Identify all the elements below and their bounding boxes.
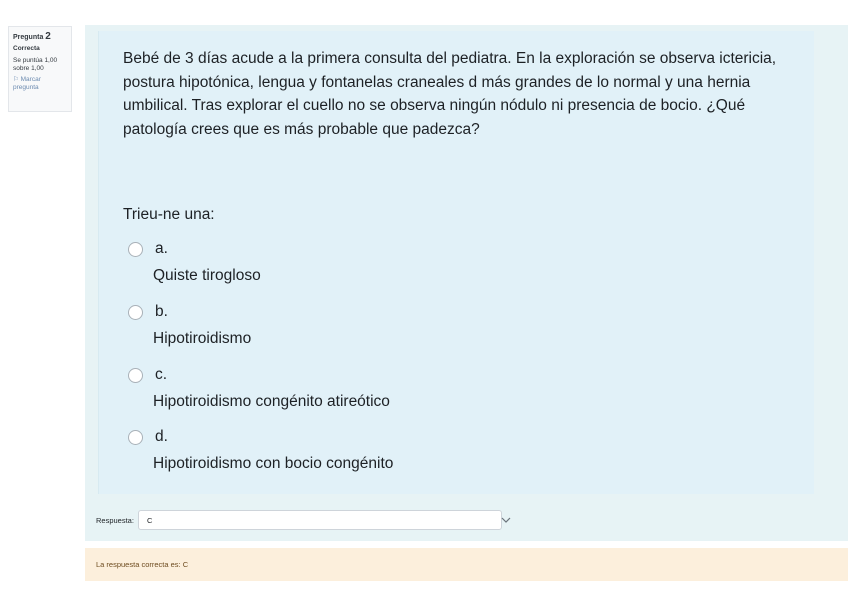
flag-question-label: Marcar pregunta — [13, 75, 41, 91]
option-text: Quiste tirogloso — [153, 267, 261, 284]
flag-question-link[interactable] — [13, 76, 67, 92]
option-text: Hipotiroidismo — [153, 330, 252, 347]
radio-option-a[interactable] — [128, 242, 143, 257]
answer-selected-value: C — [146, 515, 153, 525]
question-number-label: Pregunta — [13, 34, 44, 41]
answer-prompt: Trieu-ne una: — [123, 206, 215, 223]
question-text: Bebé de 3 días acude a la primera consulta del pediatra. En la exploración se observa ictericia, postura hipotónica, lengua y fontanelas craneales d más grandes de lo normal y una hernia umbilical. Tras explorar el cuello no se observa ningún nódulo ni presencia de bocio. ¿Qué patología crees que es más probable que padezca? — [123, 50, 777, 138]
answer-label: Respuesta: — [96, 515, 134, 525]
option-letter: c. — [155, 366, 168, 383]
question-grade: Se puntúa 1,00 sobre 1,00 — [13, 56, 58, 72]
question-number-value: 2 — [45, 31, 51, 42]
answer-row — [96, 509, 502, 531]
question-number — [13, 31, 67, 44]
option-letter: d. — [155, 428, 168, 445]
question-state: Correcta — [13, 44, 40, 52]
correct-answer-text: La respuesta correcta es: C — [96, 560, 189, 569]
radio-option-b[interactable] — [128, 305, 143, 320]
radio-option-c[interactable] — [128, 368, 143, 383]
question-info-panel — [8, 26, 72, 112]
radio-option-d[interactable] — [128, 430, 143, 445]
option-text: Hipotiroidismo con bocio congénito — [153, 455, 394, 472]
option-letter: a. — [155, 240, 168, 257]
option-text: Hipotiroidismo congénito atireótico — [153, 393, 390, 410]
option-letter: b. — [155, 303, 168, 320]
feedback-box — [85, 548, 848, 581]
flag-icon: ⚐ — [13, 75, 19, 83]
chevron-down-icon — [499, 513, 513, 527]
answer-select[interactable] — [138, 510, 502, 530]
